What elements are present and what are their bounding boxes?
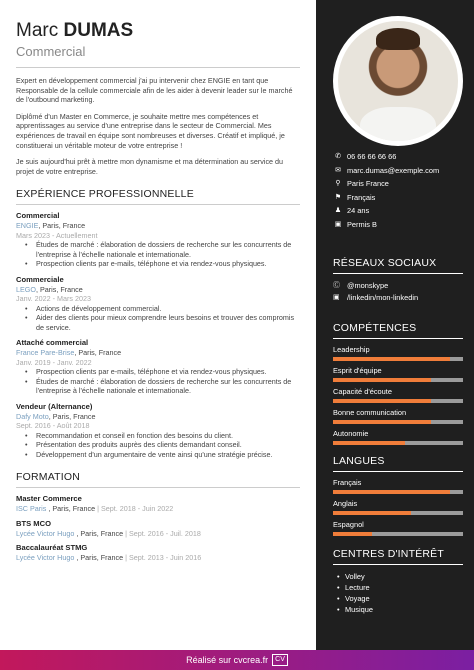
skill-label: Bonne communication bbox=[333, 408, 407, 417]
skill-label: Leadership bbox=[333, 345, 370, 354]
interests-divider bbox=[333, 564, 463, 565]
degree-title: BTS MCO bbox=[16, 518, 52, 528]
mail-icon: ✉ bbox=[335, 166, 341, 174]
school-name: ISC Paris bbox=[16, 504, 47, 514]
education-entry bbox=[16, 543, 300, 563]
separator: | bbox=[123, 528, 129, 538]
interests-list bbox=[333, 571, 463, 615]
degree-dates: Sept. 2018 - Juin 2022 bbox=[100, 504, 174, 514]
language-level-fill bbox=[333, 511, 411, 515]
skill-item bbox=[333, 429, 463, 445]
job-entry bbox=[16, 275, 300, 333]
interest-item: • Volley bbox=[345, 571, 463, 582]
interest-item: • Voyage bbox=[345, 593, 463, 604]
skill-item bbox=[333, 366, 463, 382]
contact-age bbox=[333, 204, 463, 218]
social-linkedin[interactable] bbox=[333, 292, 463, 304]
job-dates: Janv. 2019 - Janv. 2022 bbox=[16, 357, 92, 367]
education-entry bbox=[16, 519, 300, 539]
job-bullet: • Développement d'un argumentaire de vente ainsi qu'une stratégie précise. bbox=[34, 450, 300, 460]
footer-text: Réalisé sur cvcrea.fr bbox=[186, 655, 269, 665]
profile-photo bbox=[333, 16, 463, 146]
school-location: , Paris, France bbox=[74, 528, 124, 538]
interest-item: • Musique bbox=[345, 604, 463, 615]
interests-section bbox=[333, 548, 463, 615]
job-bullet: • Prospection clients par e-mails, téléphone et via rendez-vous physiques. bbox=[34, 259, 300, 269]
job-entry bbox=[16, 211, 300, 269]
languages-section bbox=[333, 455, 463, 541]
location-pin-icon: ⚲ bbox=[335, 180, 341, 187]
skill-item bbox=[333, 408, 463, 424]
language-label: Anglais bbox=[333, 499, 358, 508]
first-name: Marc bbox=[16, 20, 59, 41]
intro-paragraph: Expert en développement commercial j'ai pu intervenir chez ENGIE en tant que Responsable de la cellule commerciale afin de les aider à devenir leader sur le marché de l'outbound marketing. bbox=[16, 76, 293, 105]
city-value: Paris France bbox=[347, 179, 389, 188]
social-skype[interactable] bbox=[333, 280, 463, 292]
skill-level-bar bbox=[333, 399, 463, 403]
contact-city bbox=[333, 177, 463, 191]
education-divider bbox=[16, 487, 300, 488]
company-name: ENGIE bbox=[16, 221, 39, 231]
degree-details bbox=[16, 504, 300, 514]
intro-summary bbox=[16, 76, 300, 176]
company-location: , Paris, France bbox=[74, 348, 122, 358]
intro-paragraph: Diplômé d'un Master en Commerce, je souhaite mettre mes compétences et apprentissages au service d'une entreprise dans le secteur de Commercial. Mes expériences de travail en équipe sont nombreuses et diverses. Créatif et impliqué, je constituerai un véritable moteur de votre entreprise ! bbox=[16, 111, 285, 150]
job-bullet: • Études de marché : élaboration de dossiers de recherche sur les concurrents de l'entreprise à l'échelle nationale et internationale. bbox=[34, 240, 300, 259]
contact-info bbox=[333, 150, 463, 231]
last-name: DUMAS bbox=[63, 20, 134, 41]
job-company bbox=[16, 221, 300, 231]
language-item bbox=[333, 520, 463, 536]
languages-divider bbox=[333, 471, 463, 472]
skill-level-fill bbox=[333, 441, 405, 445]
company-name: LEGO bbox=[16, 284, 36, 294]
contact-language bbox=[333, 191, 463, 205]
language-level-bar bbox=[333, 532, 463, 536]
job-bullet: • Études de marché : élaboration de dossiers de recherche sur les concurrents de l'entreprise à l'échelle nationale et internationale. bbox=[34, 377, 300, 396]
education-entry bbox=[16, 494, 300, 514]
car-icon: ▣ bbox=[334, 220, 342, 228]
social-title: RÉSEAUX SOCIAUX bbox=[333, 257, 437, 269]
age-value: 24 ans bbox=[347, 206, 370, 215]
job-entry bbox=[16, 402, 300, 460]
skill-level-fill bbox=[333, 399, 431, 403]
intro-paragraph: Je suis aujourd'hui prêt à mettre mon dynamisme et ma détermination au service du projet de votre entreprise. bbox=[16, 157, 284, 176]
skill-level-fill bbox=[333, 420, 431, 424]
candidate-name bbox=[16, 20, 300, 42]
skill-level-bar bbox=[333, 420, 463, 424]
company-name: France Pare-Brise bbox=[16, 348, 75, 358]
school-name: Lycée Victor Hugo bbox=[16, 553, 75, 563]
language-label: Espagnol bbox=[333, 520, 364, 529]
job-dates: Mars 2023 - Actuellement bbox=[16, 230, 98, 240]
job-entry bbox=[16, 338, 300, 396]
company-location: , Paris, France bbox=[38, 221, 86, 231]
job-bullet: • Présentation des produits auprès des clients demandant conseil. bbox=[34, 440, 300, 450]
skills-section bbox=[333, 322, 463, 450]
job-company bbox=[16, 412, 300, 422]
job-bullet: • Aider des clients pour mieux comprendre leurs besoins et trouver des compromis de service. bbox=[34, 313, 300, 332]
separator: | bbox=[95, 504, 101, 514]
job-dates: Janv. 2022 - Mars 2023 bbox=[16, 294, 91, 304]
experience-divider bbox=[16, 204, 300, 205]
user-icon: ♟ bbox=[334, 207, 342, 214]
degree-dates: Sept. 2016 - Juil. 2018 bbox=[128, 528, 201, 538]
job-company bbox=[16, 285, 300, 295]
contact-phone bbox=[333, 150, 463, 164]
job-title: Commerciale bbox=[16, 274, 64, 284]
avatar bbox=[338, 21, 458, 141]
languages-title: LANGUES bbox=[333, 455, 385, 467]
job-title: Vendeur (Alternance) bbox=[16, 401, 93, 411]
language-level-bar bbox=[333, 511, 463, 515]
contact-email[interactable] bbox=[333, 164, 463, 178]
language-level-bar bbox=[333, 490, 463, 494]
footer-banner[interactable] bbox=[0, 650, 474, 670]
job-bullet: • Actions de développement commercial. bbox=[34, 304, 300, 314]
interests-title: CENTRES D'INTÉRÊT bbox=[333, 548, 444, 560]
job-dates: Sept. 2016 - Août 2018 bbox=[16, 421, 90, 431]
skill-label: Esprit d'équipe bbox=[333, 366, 382, 375]
education-title: FORMATION bbox=[16, 471, 81, 484]
skill-level-bar bbox=[333, 378, 463, 382]
skype-icon: Ⓒ bbox=[333, 282, 340, 289]
job-bullets bbox=[16, 240, 300, 269]
job-bullets bbox=[16, 367, 300, 396]
social-section bbox=[333, 257, 463, 304]
job-bullets bbox=[16, 304, 300, 333]
language-label: Français bbox=[333, 478, 362, 487]
job-bullet: • Recommandation et conseil en fonction des besoins du client. bbox=[34, 431, 300, 441]
avatar-shirt bbox=[360, 107, 437, 141]
phone-icon: ✆ bbox=[335, 153, 341, 160]
job-bullet: • Prospection clients par e-mails, téléphone et via rendez-vous physiques. bbox=[34, 367, 300, 377]
avatar-hair bbox=[376, 28, 419, 50]
degree-title: Master Commerce bbox=[16, 494, 82, 504]
degree-details bbox=[16, 529, 300, 539]
skills-list bbox=[333, 345, 463, 445]
skill-level-fill bbox=[333, 357, 450, 361]
languages-list bbox=[333, 478, 463, 536]
language-item bbox=[333, 499, 463, 515]
interest-item: • Lecture bbox=[345, 582, 463, 593]
degree-details bbox=[16, 553, 300, 563]
linkedin-icon: ▣ bbox=[333, 294, 340, 301]
school-location: , Paris, France bbox=[74, 553, 124, 563]
header-divider bbox=[16, 67, 300, 68]
contact-license bbox=[333, 218, 463, 232]
job-company bbox=[16, 348, 300, 358]
language-item bbox=[333, 478, 463, 494]
skill-item bbox=[333, 345, 463, 361]
linkedin-value: /linkedin/mon-linkedin bbox=[347, 293, 419, 302]
cvcrea-logo-icon: CV bbox=[272, 654, 288, 666]
email-value: marc.dumas@exemple.com bbox=[347, 165, 440, 175]
job-bullets bbox=[16, 431, 300, 460]
experience-title: EXPÉRIENCE PROFESSIONNELLE bbox=[16, 188, 194, 201]
degree-title: Baccalauréat STMG bbox=[16, 543, 88, 553]
job-title: Commercial bbox=[16, 211, 60, 221]
language-level-fill bbox=[333, 532, 372, 536]
skills-divider bbox=[333, 338, 463, 339]
skype-value: @monskype bbox=[347, 281, 389, 290]
phone-value: 06 66 66 66 66 bbox=[347, 152, 397, 161]
flag-icon: ⚑ bbox=[334, 193, 342, 201]
skill-level-fill bbox=[333, 378, 431, 382]
skill-label: Autonomie bbox=[333, 429, 369, 438]
school-location: , Paris, France bbox=[46, 504, 96, 514]
social-divider bbox=[333, 273, 463, 274]
skills-title: COMPÉTENCES bbox=[333, 322, 417, 334]
separator: | bbox=[123, 553, 129, 563]
company-location: , Paris, France bbox=[48, 411, 96, 421]
job-title: Attaché commercial bbox=[16, 338, 89, 348]
skill-level-bar bbox=[333, 441, 463, 445]
job-role: Commercial bbox=[16, 44, 86, 59]
school-name: Lycée Victor Hugo bbox=[16, 528, 75, 538]
license-value: Permis B bbox=[347, 219, 377, 229]
skill-label: Capacité d'écoute bbox=[333, 387, 392, 396]
language-level-fill bbox=[333, 490, 450, 494]
degree-dates: Sept. 2013 - Juin 2016 bbox=[128, 553, 202, 563]
company-name: Dafy Moto bbox=[16, 411, 49, 421]
skill-item bbox=[333, 387, 463, 403]
company-location: , Paris, France bbox=[35, 284, 83, 294]
skill-level-bar bbox=[333, 357, 463, 361]
language-value: Français bbox=[347, 192, 376, 202]
